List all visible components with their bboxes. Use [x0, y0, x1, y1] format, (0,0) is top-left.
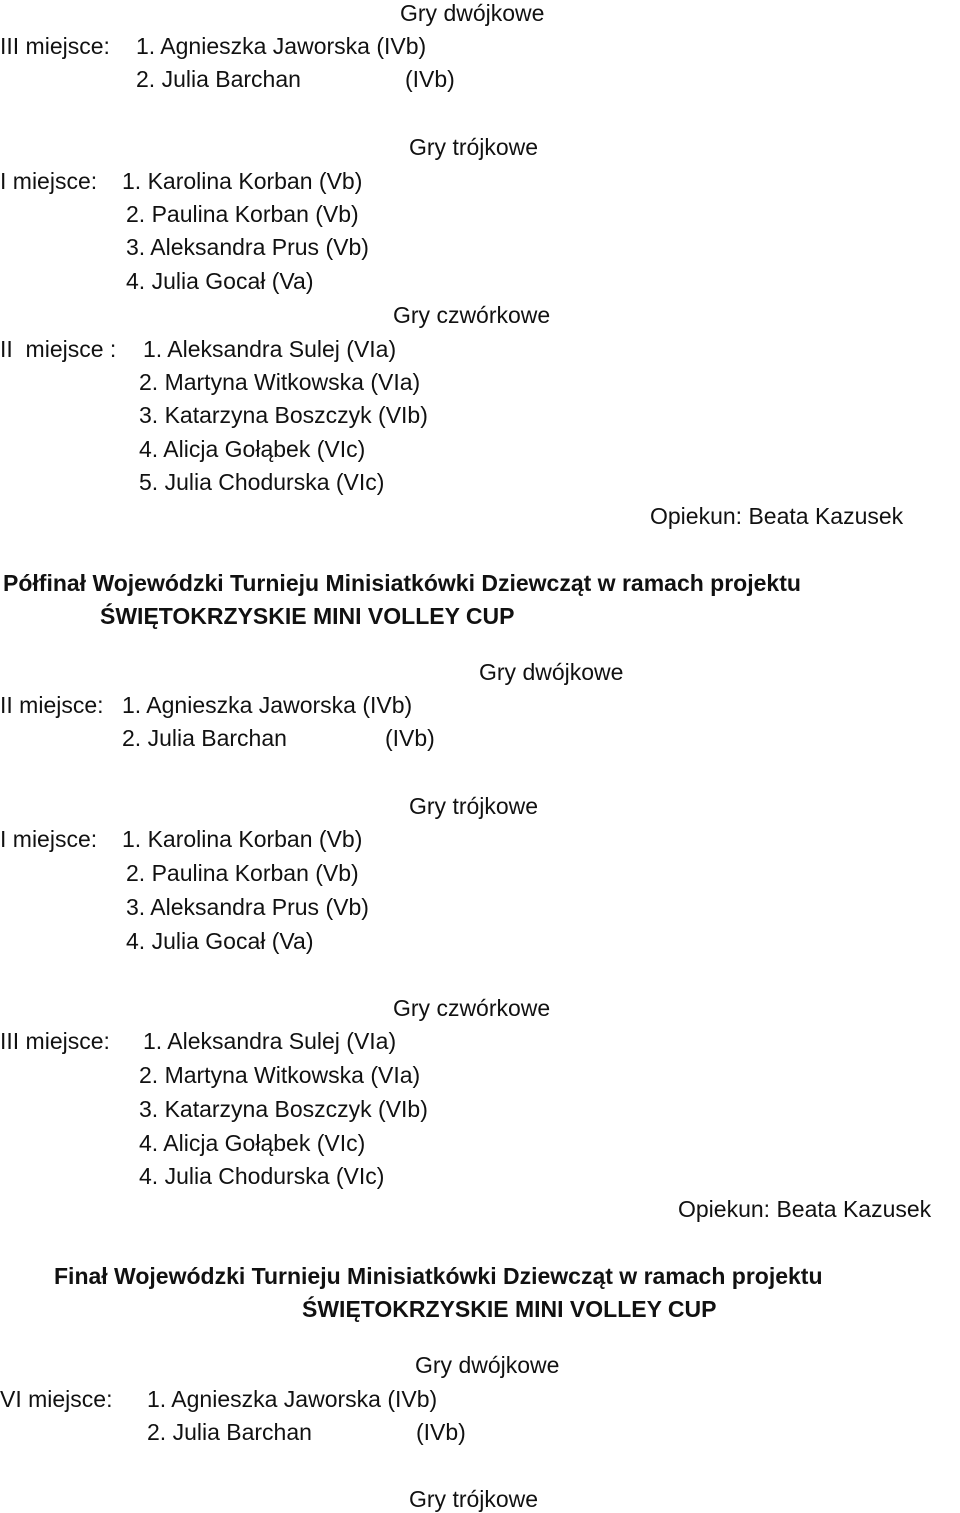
doubles-player-1: 1. Agnieszka Jaworska (IVb) — [122, 692, 413, 718]
triples-player-2: 2. Paulina Korban (Vb) — [126, 860, 359, 886]
quads-player-4: 4. Alicja Gołąbek (VIc) — [139, 1130, 366, 1156]
section-title-line-2: ŚWIĘTOKRZYSKIE MINI VOLLEY CUP — [302, 1296, 717, 1322]
doubles-player-2: 2. Julia Barchan — [136, 66, 301, 92]
section-title-line-2: ŚWIĘTOKRZYSKIE MINI VOLLEY CUP — [100, 603, 515, 629]
doubles-heading: Gry dwójkowe — [479, 659, 624, 685]
doubles-place: VI miejsce: — [0, 1386, 113, 1412]
triples-player-3: 3. Aleksandra Prus (Vb) — [126, 894, 369, 920]
quads-place: II miejsce : — [0, 336, 117, 362]
triples-heading: Gry trójkowe — [409, 134, 539, 160]
quads-heading: Gry czwórkowe — [393, 995, 551, 1021]
doubles-player-2-class: (IVb) — [385, 725, 435, 751]
doubles-player-1: 1. Agnieszka Jaworska (IVb) — [136, 33, 427, 59]
quads-player-1: 1. Aleksandra Sulej (VIa) — [143, 1028, 397, 1054]
doubles-player-2-class: (IVb) — [405, 66, 455, 92]
triples-heading: Gry trójkowe — [409, 793, 539, 819]
coach: Opiekun: Beata Kazusek — [650, 503, 904, 529]
triples-player-1: 1. Karolina Korban (Vb) — [122, 168, 363, 194]
quads-player-4: 4. Alicja Gołąbek (VIc) — [139, 436, 366, 462]
doubles-heading: Gry dwójkowe — [415, 1352, 560, 1378]
triples-player-3: 3. Aleksandra Prus (Vb) — [126, 234, 369, 260]
triples-player-1: 1. Karolina Korban (Vb) — [122, 826, 363, 852]
doubles-player-1: 1. Agnieszka Jaworska (IVb) — [147, 1386, 438, 1412]
doubles-heading: Gry dwójkowe — [400, 0, 545, 26]
coach: Opiekun: Beata Kazusek — [678, 1196, 932, 1222]
section-title: Półfinał Wojewódzki Turnieju Minisiatkówki Dziewcząt w ramach projektu — [3, 570, 801, 596]
quads-place: III miejsce: — [0, 1028, 110, 1054]
quads-player-5: 5. Julia Chodurska (VIc) — [139, 469, 385, 495]
triples-place: I miejsce: — [0, 168, 98, 194]
quads-player-2: 2. Martyna Witkowska (VIa) — [139, 1062, 421, 1088]
triples-heading: Gry trójkowe — [409, 1486, 539, 1512]
triples-player-2: 2. Paulina Korban (Vb) — [126, 201, 359, 227]
quads-player-2: 2. Martyna Witkowska (VIa) — [139, 369, 421, 395]
triples-player-4: 4. Julia Gocał (Va) — [126, 268, 314, 294]
triples-place: I miejsce: — [0, 826, 98, 852]
doubles-player-2-class: (IVb) — [416, 1419, 466, 1445]
quads-player-3: 3. Katarzyna Boszczyk (VIb) — [139, 402, 428, 428]
quads-player-3: 3. Katarzyna Boszczyk (VIb) — [139, 1096, 428, 1122]
quads-player-1: 1. Aleksandra Sulej (VIa) — [143, 336, 397, 362]
doubles-place: III miejsce: — [0, 33, 110, 59]
doubles-player-2: 2. Julia Barchan — [147, 1419, 312, 1445]
quads-player-5: 4. Julia Chodurska (VIc) — [139, 1163, 385, 1189]
doubles-player-2: 2. Julia Barchan — [122, 725, 287, 751]
section-title: Finał Wojewódzki Turnieju Minisiatkówki Dziewcząt w ramach projektu — [54, 1263, 823, 1289]
doubles-place: II miejsce: — [0, 692, 104, 718]
triples-player-4: 4. Julia Gocał (Va) — [126, 928, 314, 954]
quads-heading: Gry czwórkowe — [393, 302, 551, 328]
